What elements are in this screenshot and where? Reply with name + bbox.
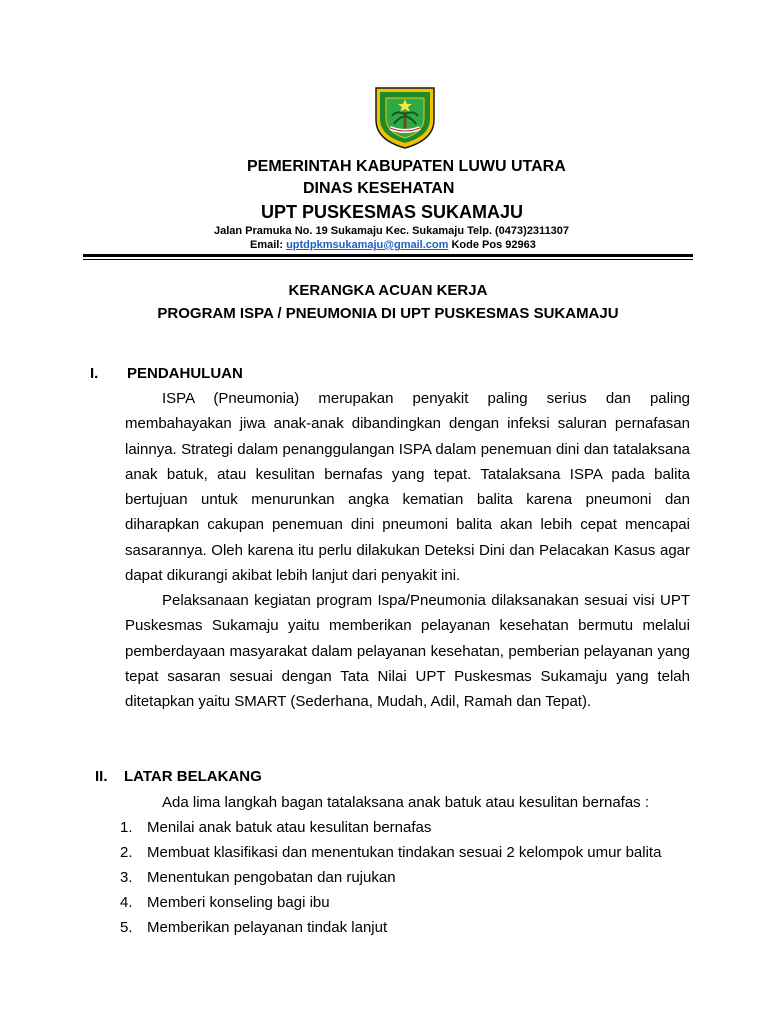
section-1-title: PENDAHULUAN xyxy=(127,365,243,382)
steps-list xyxy=(120,815,661,940)
list-item-text: Memberikan pelayanan tindak lanjut xyxy=(147,919,388,936)
header-government: PEMERINTAH KABUPATEN LUWU UTARA xyxy=(247,158,566,175)
list-item xyxy=(120,915,661,940)
section-1-number: I. xyxy=(90,365,99,382)
list-item-number: 1. xyxy=(120,819,133,836)
list-item-number: 3. xyxy=(120,869,133,886)
header-institution: UPT PUSKESMAS SUKAMAJU xyxy=(261,202,524,222)
section-1-paragraph-2: Pelaksanaan kegiatan program Ispa/Pneumonia dilaksanakan sesuai visi UPT Puskesmas Sukamaju yaitu memberikan pelayanan kesehatan bermutu melalui pemberdayaan masyarakat dalam pelayanan kesehatan, pemberian pelayanan yang tepat sasaran sesuai dengan Tata Nilai UPT Puskesmas Sukamaju yang telah ditetapkan yaitu SMART (Sederhana, Mudah, Adil, Ramah dan Tepat). xyxy=(125,592,690,711)
document-title: KERANGKA ACUAN KERJA xyxy=(288,282,488,299)
header-department: DINAS KESEHATAN xyxy=(303,180,455,197)
header-contact xyxy=(250,239,536,251)
list-item xyxy=(120,840,661,865)
list-item xyxy=(120,865,661,890)
section-2-title: LATAR BELAKANG xyxy=(124,768,262,785)
header-divider-thin xyxy=(83,259,693,260)
postal-code: Kode Pos 92963 xyxy=(451,239,536,251)
section-2-intro: Ada lima langkah bagan tatalaksana anak batuk atau kesulitan bernafas : xyxy=(162,794,650,811)
list-item-number: 5. xyxy=(120,919,133,936)
section-2-number: II. xyxy=(95,768,108,785)
regency-crest-icon xyxy=(372,84,438,150)
list-item-text: Menentukan pengobatan dan rujukan xyxy=(147,869,396,886)
list-item-number: 4. xyxy=(120,894,133,911)
header-address: Jalan Pramuka No. 19 Sukamaju Kec. Sukamaju Telp. (0473)2311307 xyxy=(214,225,570,237)
section-1-paragraph-1: ISPA (Pneumonia) merupakan penyakit paling serius dan paling membahayakan jiwa anak-anak dibandingkan dengan infeksi saluran pernafasan lainnya. Strategi dalam penanggulangan ISPA dalam penemuan dini dan tatalaksana anak batuk, atau kesulitan bernafas yang tepat. Tatalaksana ISPA pada balita bertujuan untuk menurunkan angka kematian balita karena pneumoni dan diharapkan cakupan penemuan dini pneumoni balita akan lebih cepat mencapai sasarannya. Oleh karena itu perlu dilakukan Deteksi Dini dan Pelacakan Kasus agar dapat dikurangi akibat lebih lanjut dari penyakit ini. xyxy=(125,390,690,585)
list-item-text: Menilai anak batuk atau kesulitan bernafas xyxy=(147,819,432,836)
email-link[interactable]: uptdpkmsukamaju@gmail.com xyxy=(286,239,449,251)
document-subtitle: PROGRAM ISPA / PNEUMONIA DI UPT PUSKESMAS SUKAMAJU xyxy=(157,305,619,322)
email-label: Email: xyxy=(250,239,284,251)
list-item-text: Memberi konseling bagi ibu xyxy=(147,894,330,911)
list-item-number: 2. xyxy=(120,844,133,861)
list-item xyxy=(120,890,661,915)
list-item xyxy=(120,815,661,840)
list-item-text: Membuat klasifikasi dan menentukan tindakan sesuai 2 kelompok umur balita xyxy=(147,844,662,861)
header-divider-thick xyxy=(83,254,693,257)
